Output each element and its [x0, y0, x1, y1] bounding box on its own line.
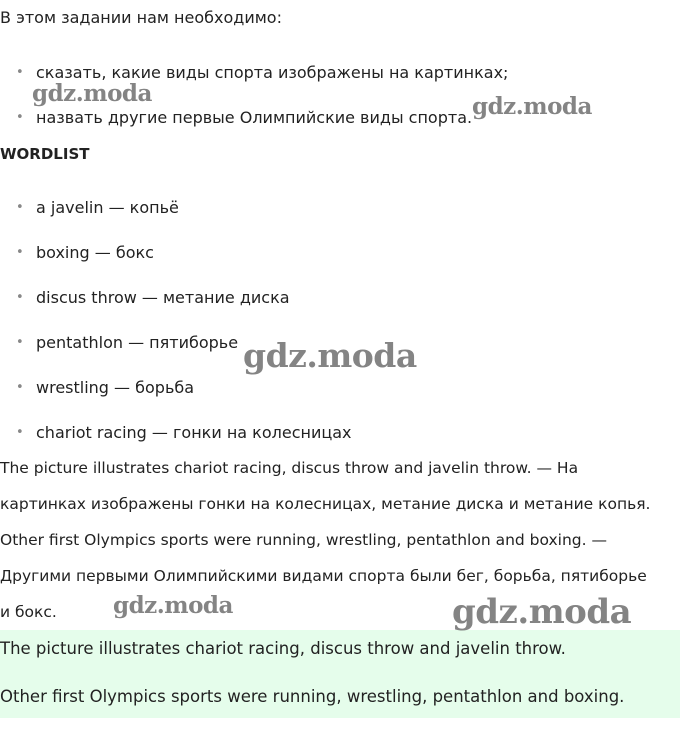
bullet-icon: •: [16, 245, 24, 260]
translation-line: The picture illustrates chariot racing, discus throw and javelin throw. — На: [0, 459, 579, 477]
watermark-text: gdz.moda: [452, 592, 632, 632]
watermark-logo: [452, 592, 631, 632]
watermark-text: gdz.moda: [472, 93, 592, 120]
word-entry: wrestling — борьба: [36, 378, 195, 397]
bullet-icon: •: [16, 200, 24, 215]
watermark-text: gdz.moda: [32, 80, 152, 107]
bullet-icon: •: [16, 425, 24, 440]
task-text: назвать другие первые Олимпийские виды спорта.: [36, 108, 473, 127]
answer-box: [0, 630, 680, 718]
word-entry: chariot racing — гонки на колесницах: [36, 423, 352, 442]
watermark-text: gdz.moda: [243, 336, 417, 375]
word-entry: a javelin — копьё: [36, 198, 179, 217]
watermark-logo: [472, 93, 592, 120]
word-entry: boxing — бокс: [36, 243, 154, 262]
watermark-logo: [32, 80, 152, 107]
word-entry: discus throw — метание диска: [36, 288, 290, 307]
bullet-icon: •: [16, 65, 24, 80]
translation-line: Other first Olympics sports were running, wrestling, pentathlon and boxing. —: [0, 531, 607, 549]
word-entry: pentathlon — пятиборье: [36, 333, 239, 352]
wordlist-heading: WORDLIST: [0, 145, 90, 163]
bullet-icon: •: [16, 335, 24, 350]
bullet-icon: •: [16, 110, 24, 125]
watermark-text: gdz.moda: [113, 592, 233, 619]
translation-line: и бокс.: [0, 603, 57, 621]
translation-line: Другими первыми Олимпийскими видами спорта были бег, борьба, пятиборье: [0, 567, 647, 585]
translation-line: картинках изображены гонки на колесницах, метание диска и метание копья.: [0, 495, 651, 513]
bullet-icon: •: [16, 290, 24, 305]
watermark-logo: [113, 592, 233, 619]
task-text: сказать, какие виды спорта изображены на картинках;: [36, 63, 509, 82]
answer-line: Other first Olympics sports were running, wrestling, pentathlon and boxing.: [0, 687, 625, 706]
intro-text: В этом задании нам необходимо:: [0, 8, 282, 27]
answer-line: The picture illustrates chariot racing, discus throw and javelin throw.: [0, 639, 566, 658]
bullet-icon: •: [16, 380, 24, 395]
watermark-logo: [243, 336, 417, 375]
